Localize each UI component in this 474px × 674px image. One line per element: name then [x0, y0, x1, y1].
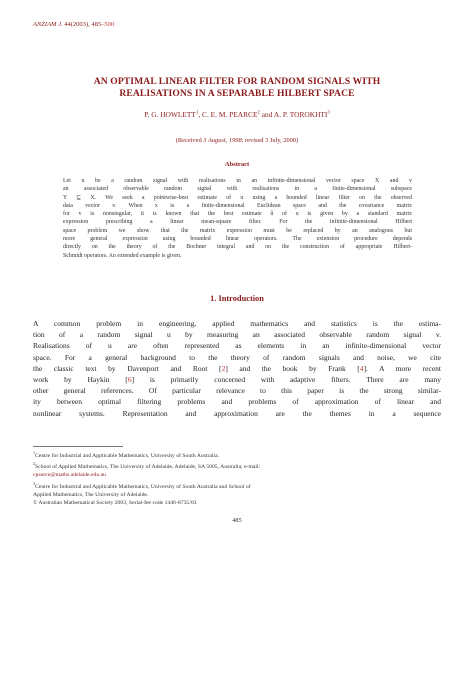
author-howlett: P. G. HOWLETT	[144, 110, 196, 119]
footnote-text: Centre for Industrial and Applicable Mathematics, University of South Australia and School of	[35, 483, 251, 490]
author-3-footnote-link[interactable]: 3	[327, 110, 330, 116]
received-dates	[20, 137, 454, 144]
received-open: (Received	[175, 137, 204, 144]
body-line: A common problem in engineering, applied mathematics and statistics is the estima-	[33, 319, 441, 328]
abstract-line: data vector v. When x is a finite-dimensional Euclidean space and the covariance matrix	[63, 202, 412, 209]
body-line-with-citations	[33, 363, 441, 374]
body-line: other general references. Of particular relevance to this paper is the strong similar-	[33, 386, 441, 396]
body-line: tion of a random signal u by measuring an associated observable random signal v.	[33, 330, 441, 340]
footnote-mark: 1	[33, 450, 35, 455]
title-line-2: REALISATIONS IN A SEPARABLE HILBERT SPACE	[119, 88, 355, 99]
abstract-body	[63, 177, 412, 260]
author-separator: ,	[198, 110, 203, 119]
abstract-heading: Abstract	[224, 161, 250, 168]
body-text: ] and the book by Frank [	[225, 363, 360, 373]
journal-volume: 44(2003), 485	[64, 21, 102, 28]
citation-6-link[interactable]: 6	[127, 375, 132, 385]
footnotes	[33, 449, 443, 507]
abstract-line: more general expression using bounded linear operators. The extension procedure depends	[63, 236, 412, 243]
footnote-text: School of Applied Mathematics, The University of Adelaide, Adelaide, SA 5005, Australia; e-mail:	[35, 464, 261, 471]
abstract-line: for v is nonsingular, it is known that the best estimate û of u is given by a standard matrix	[63, 211, 412, 218]
author-and: and	[259, 110, 274, 119]
abstract-line: an associated observable random signal with realisations in a finite-dimensional subspace	[63, 186, 412, 193]
revised-date: ; revised 3 July, 2000)	[241, 137, 299, 144]
footnote-text: Centre for Industrial and Applicable Mathematics, University of South Australia.	[35, 452, 220, 459]
abstract-line: Let u be a random signal with realisations in an infinite-dimensional vector space X and v	[63, 178, 412, 184]
abstract-line: space problem we show that the matrix expression must be replaced by an analogous but	[63, 227, 412, 234]
footnote-2	[33, 460, 443, 471]
abstract-line: directly on the theory of the Bochner integral and on the construction of appropriate Hilbert-	[63, 244, 412, 251]
journal-dash: –	[101, 21, 105, 28]
body-text: ]. A more recent	[363, 363, 441, 373]
body-line-with-citation	[33, 374, 441, 385]
section-heading-introduction: 1. Introduction	[210, 294, 264, 303]
footnote-mark: 3	[33, 480, 35, 486]
body-line: space. For a general background to the theory of random signals and noise, we cite	[33, 352, 441, 362]
journal-name: ANZIAM J.	[33, 21, 63, 28]
received-date: 3 August, 1998	[203, 137, 242, 144]
footnote-3-cont: Applied Mathematics, The University of Adelaide.	[33, 491, 149, 498]
author-torokhti: A. P. TOROKHTI	[273, 110, 328, 119]
author-2-footnote-link[interactable]: 2	[257, 110, 260, 116]
body-line: Realisations of u are often represented as elements in an infinite-dimensional vector	[33, 341, 441, 351]
copyright-notice: © Australian Mathematical Society 2003, Serial-fee code 1446-8735/03	[33, 500, 197, 507]
footnote-3	[33, 480, 443, 491]
body-text: the classic text by Davenport and Root [	[33, 363, 222, 373]
author-1-footnote-link[interactable]: 1	[195, 110, 199, 116]
author-list	[20, 110, 454, 119]
citation-2-link[interactable]: 2	[221, 363, 226, 373]
introduction-text	[33, 318, 441, 419]
title-line-1: AN OPTIMAL LINEAR FILTER FOR RANDOM SIGNALS WITH	[93, 76, 381, 87]
abstract-line: expression prescribing a linear mean-square filter. For the infinite-dimensional Hilbert	[63, 219, 412, 226]
citation-4-link[interactable]: 4	[359, 363, 364, 373]
body-line: nonlinear systems. Representation and approximation are the themes in a sequence	[33, 408, 441, 418]
body-text: ] is primarily concerned with adaptive filters. There are many	[131, 375, 441, 385]
abstract-line: Schmidt operators. An extended example is given.	[63, 252, 182, 259]
body-line: ity between optimal filtering problems and problems of approximation of linear and	[33, 397, 441, 407]
page-number: 485	[232, 517, 242, 524]
journal-end-page-link[interactable]: 500	[104, 21, 115, 28]
abstract-line: Y ⊆ X. We seek a pointwise-best estimate of u using a bounded linear filter on the observed	[63, 194, 412, 201]
footnote-divider	[33, 446, 123, 447]
journal-header	[33, 21, 114, 28]
email-link[interactable]: cpearce@maths.adelaide.edu.au	[33, 472, 106, 479]
footnote-2-email	[33, 471, 443, 479]
body-text: work by Haykin [	[33, 375, 128, 385]
paper-title	[20, 76, 454, 100]
footnote-mark: 2	[33, 461, 35, 467]
author-pearce: C. E. M. PEARCE	[202, 110, 258, 119]
footnote-1	[33, 449, 443, 460]
